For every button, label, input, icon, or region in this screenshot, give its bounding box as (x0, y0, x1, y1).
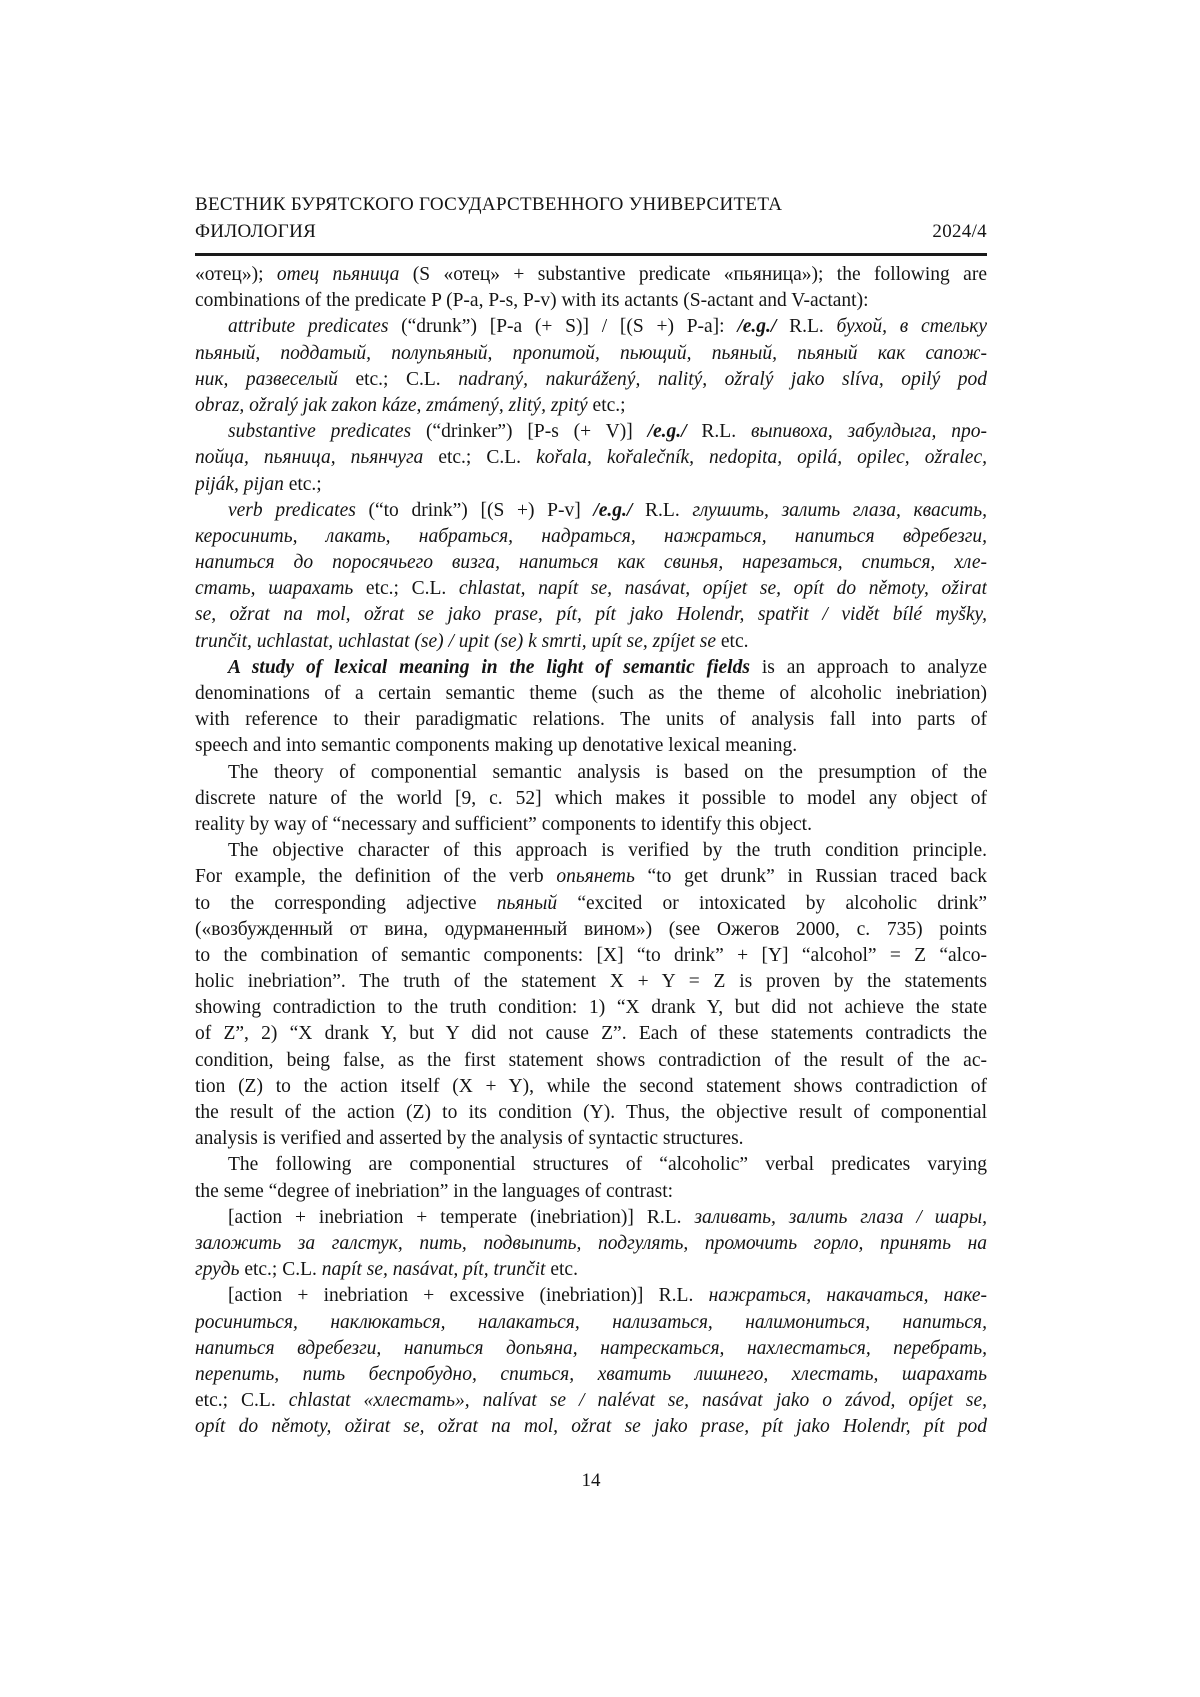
text-segment: etc. (545, 1259, 578, 1281)
text-segment: пьяный (496, 892, 558, 914)
text-segment: etc.; (283, 473, 322, 495)
text-segment: obraz, ožralý jak zakon káze, zmámený, zlitý, zpitý (195, 394, 588, 416)
text-segment: выпивоха, забулдыга, про- (750, 421, 987, 443)
paragraph (195, 1152, 987, 1204)
text-line (195, 445, 987, 471)
text-segment: напиться до поросячьего визга, напиться как свинья, нарезаться, спиться, хле- (195, 552, 987, 574)
text-segment: chlastat, napít se, nasávat, opíjet se, opít do němoty, ožirat (458, 578, 987, 600)
text-segment: “to get drunk” in Russian traced back (634, 866, 987, 888)
journal-section: ФИЛОЛОГИЯ (195, 221, 317, 242)
text-line (195, 995, 987, 1021)
header-divider (195, 253, 987, 256)
text-segment: (“drinker”) [P-s (+ V)] (411, 421, 648, 443)
paragraph (195, 1283, 987, 1440)
text-line (195, 1310, 987, 1336)
text-line (195, 707, 987, 733)
text-line (195, 1414, 987, 1440)
text-segment: («возбужденный от вина, одурманенный вином») (see Ожегов 2000, с. 735) points (195, 918, 987, 940)
text-segment: R.L. (686, 421, 751, 443)
text-line (195, 1388, 987, 1414)
text-segment: ник, развеселый (195, 368, 338, 390)
text-segment: with reference to their paradigmatic relations. The units of analysis fall into parts of (195, 709, 987, 731)
text-segment: [action + inebriation + excessive (inebriation)] R.L. (228, 1285, 709, 1307)
text-segment: substantive predicates (228, 421, 412, 443)
text-line (195, 472, 987, 498)
text-line (195, 1048, 987, 1074)
text-segment: отец пьяница (276, 264, 400, 285)
text-segment: attribute predicates (228, 316, 389, 338)
text-line (195, 419, 987, 445)
text-line (195, 314, 987, 340)
text-line (195, 1074, 987, 1100)
text-segment: etc.; C.L. (195, 1390, 289, 1412)
text-segment: опьянеть (556, 866, 635, 888)
text-segment: holic inebriation”. The truth of the statement X + Y = Z is proven by the statements (195, 971, 987, 993)
text-segment: showing contradiction to the truth condition: 1) “X drank Y, but did not achieve the state (195, 997, 987, 1019)
text-line (195, 393, 987, 419)
text-segment: «отец»); (195, 264, 277, 285)
text-line (195, 733, 987, 759)
text-segment: нажраться, накачаться, наке- (708, 1285, 987, 1307)
text-segment: For example, the definition of the verb (195, 866, 557, 888)
paragraph (195, 419, 987, 498)
text-segment: The objective character of this approach is verified by the truth condition principle. (228, 840, 987, 862)
text-segment: condition, being false, as the first statement shows contradiction of the result of the ac- (195, 1049, 987, 1071)
text-segment: analysis is verified and asserted by the analysis of syntactic structures. (195, 1128, 744, 1150)
text-line (195, 498, 987, 524)
paragraph (195, 262, 987, 314)
text-segment: керосинить, лакать, набраться, надраться, нажраться, напиться вдребезги, (195, 525, 987, 547)
text-line (195, 550, 987, 576)
text-segment: trunčit, uchlastat, uchlastat (se) / upit (se) k smrti, upít se, zpíjet se (195, 630, 717, 652)
text-segment: пьяный, поддатый, полупьяный, пропитой, пьющий, пьяный, пьяный как сапож- (195, 342, 987, 364)
text-segment: /e.g./ (737, 316, 777, 338)
text-line (195, 969, 987, 995)
text-segment: заложить за галстук, пить, подвыпить, подгулять, промочить горло, принять на (195, 1232, 987, 1254)
text-segment: nadraný, nakurážený, nalitý, ožralý jako slíva, opilý pod (458, 368, 987, 390)
text-line (195, 760, 987, 786)
paragraph (195, 314, 987, 419)
text-line (195, 1257, 987, 1283)
text-segment: (“drunk”) [P-a (+ S)] / [(S +) P-a]: (388, 316, 738, 338)
text-line (195, 786, 987, 812)
text-segment: стать, шарахать (195, 578, 354, 600)
text-segment: the result of the action (Z) to its condition (Y). Thus, the objective result of componential (195, 1102, 987, 1123)
text-segment: the seme “degree of inebriation” in the languages of contrast: (195, 1180, 674, 1202)
text-segment: etc.; C.L. (423, 447, 537, 469)
text-segment: (S «отец» + substantive predicate «пьяница»); the following are (399, 264, 987, 285)
paragraph (195, 498, 987, 655)
paragraph (195, 1205, 987, 1284)
text-line (195, 655, 987, 681)
text-segment: etc.; C.L. (337, 368, 459, 390)
text-segment: discrete nature of the world [9, c. 52] which makes it possible to model any object of (195, 787, 987, 809)
text-line (195, 891, 987, 917)
text-segment: грудь (195, 1259, 240, 1281)
text-line (195, 1021, 987, 1047)
text-segment: заливать, залить глаза / шары, (694, 1206, 987, 1228)
text-line (195, 1205, 987, 1231)
text-segment: /e.g./ (593, 499, 633, 521)
paragraph (195, 655, 987, 760)
text-segment: denominations of a certain semantic theme (such as the theme of alcoholic inebriation) (195, 683, 987, 704)
text-segment: etc.; (587, 394, 626, 416)
issue-number: 2024/4 (932, 221, 987, 242)
text-segment: to the corresponding adjective (195, 892, 497, 914)
text-line (195, 1283, 987, 1309)
text-line (195, 917, 987, 943)
paragraph (195, 838, 987, 1152)
text-segment: “excited or intoxicated by alcoholic drink” (557, 892, 987, 914)
text-line (195, 576, 987, 602)
text-segment: The theory of componential semantic analysis is based on the presumption of the (228, 761, 987, 783)
text-line (195, 341, 987, 367)
text-segment: etc. (716, 630, 749, 652)
text-segment: tion (Z) to the action itself (X + Y), while the second statement shows contradiction of (195, 1075, 987, 1097)
text-line (195, 1179, 987, 1205)
text-segment: se, ožrat na mol, ožrat se jako prase, pít, pít jako Holendr, spatřit / vidět bílé myšky, (195, 604, 987, 626)
text-segment: (“to drink”) [(S +) P-v] (355, 499, 594, 521)
page-number: 14 (581, 1470, 601, 1491)
text-segment: speech and into semantic components making up denotative lexical meaning. (195, 735, 798, 757)
paragraph (195, 760, 987, 839)
text-line (195, 262, 987, 288)
text-segment: /e.g./ (647, 421, 687, 443)
header-row (195, 221, 987, 243)
text-line (195, 1126, 987, 1152)
text-segment: A study of lexical meaning in the light of semantic fields (228, 656, 750, 678)
body-text (195, 262, 987, 1440)
text-segment: kořala, kořalečník, nedopita, opilá, opilec, ožralec, (536, 447, 987, 469)
text-segment: to the combination of semantic components: [X] “to drink” + [Y] “alcohol” = Z “alco- (195, 944, 987, 966)
text-segment: пойца, пьяница, пьянчуга (195, 447, 424, 469)
text-line (195, 1231, 987, 1257)
text-line (195, 629, 987, 655)
text-segment: бухой, в стельку (836, 316, 987, 338)
text-line (195, 524, 987, 550)
text-segment: росиниться, наклюкаться, налакаться, нализаться, налимониться, напиться, (195, 1311, 987, 1333)
text-segment: etc.; C.L. (353, 578, 459, 600)
text-segment: opít do němoty, ožirat se, ožrat na mol, ožrat se jako prase, pít jako Holendr, pít pod (195, 1416, 987, 1438)
text-segment: [action + inebriation + temperate (inebriation)] R.L. (228, 1206, 695, 1228)
text-segment: напиться вдребезги, напиться допьяна, натрескаться, нахлестаться, перебрать, (195, 1337, 987, 1359)
text-line (195, 1100, 987, 1126)
text-segment: is an approach to analyze (749, 656, 987, 678)
text-line (195, 812, 987, 838)
text-line (195, 838, 987, 864)
journal-title: ВЕСТНИК БУРЯТСКОГО ГОСУДАРСТВЕННОГО УНИВЕРСИТЕТА (195, 194, 783, 215)
text-segment: глушить, залить глаза, квасить, (692, 499, 987, 521)
text-segment: napít se, nasávat, pít, trunčit (321, 1259, 546, 1281)
text-segment: verb predicates (228, 499, 356, 521)
text-segment: chlastat «хлестать», nalívat se / nalévat se, nasávat jako o závod, opíjet se, (288, 1390, 987, 1412)
text-segment: reality by way of “necessary and sufficient” components to identify this object. (195, 813, 812, 835)
text-line (195, 1336, 987, 1362)
text-line (195, 1362, 987, 1388)
text-line (195, 288, 987, 314)
text-line (195, 367, 987, 393)
text-line (195, 943, 987, 969)
text-segment: R.L. (776, 316, 837, 338)
text-segment: combinations of the predicate P (P-a, P-s, P-v) with its actants (S-actant and V-actant): (195, 290, 869, 312)
text-segment: piják, pijan (195, 473, 284, 495)
text-line (195, 1152, 987, 1178)
text-segment: of Z”, 2) “X drank Y, but Y did not cause Z”. Each of these statements contradicts the (195, 1023, 987, 1045)
text-line (195, 602, 987, 628)
text-segment: etc.; C.L. (239, 1259, 322, 1281)
text-line (195, 681, 987, 707)
text-segment: перепить, пить беспробудно, спиться, хватить лишнего, хлестать, шарахать (195, 1363, 987, 1385)
text-segment: The following are componential structures of “alcoholic” verbal predicates varying (228, 1154, 987, 1176)
text-line (195, 864, 987, 890)
text-segment: R.L. (632, 499, 693, 521)
